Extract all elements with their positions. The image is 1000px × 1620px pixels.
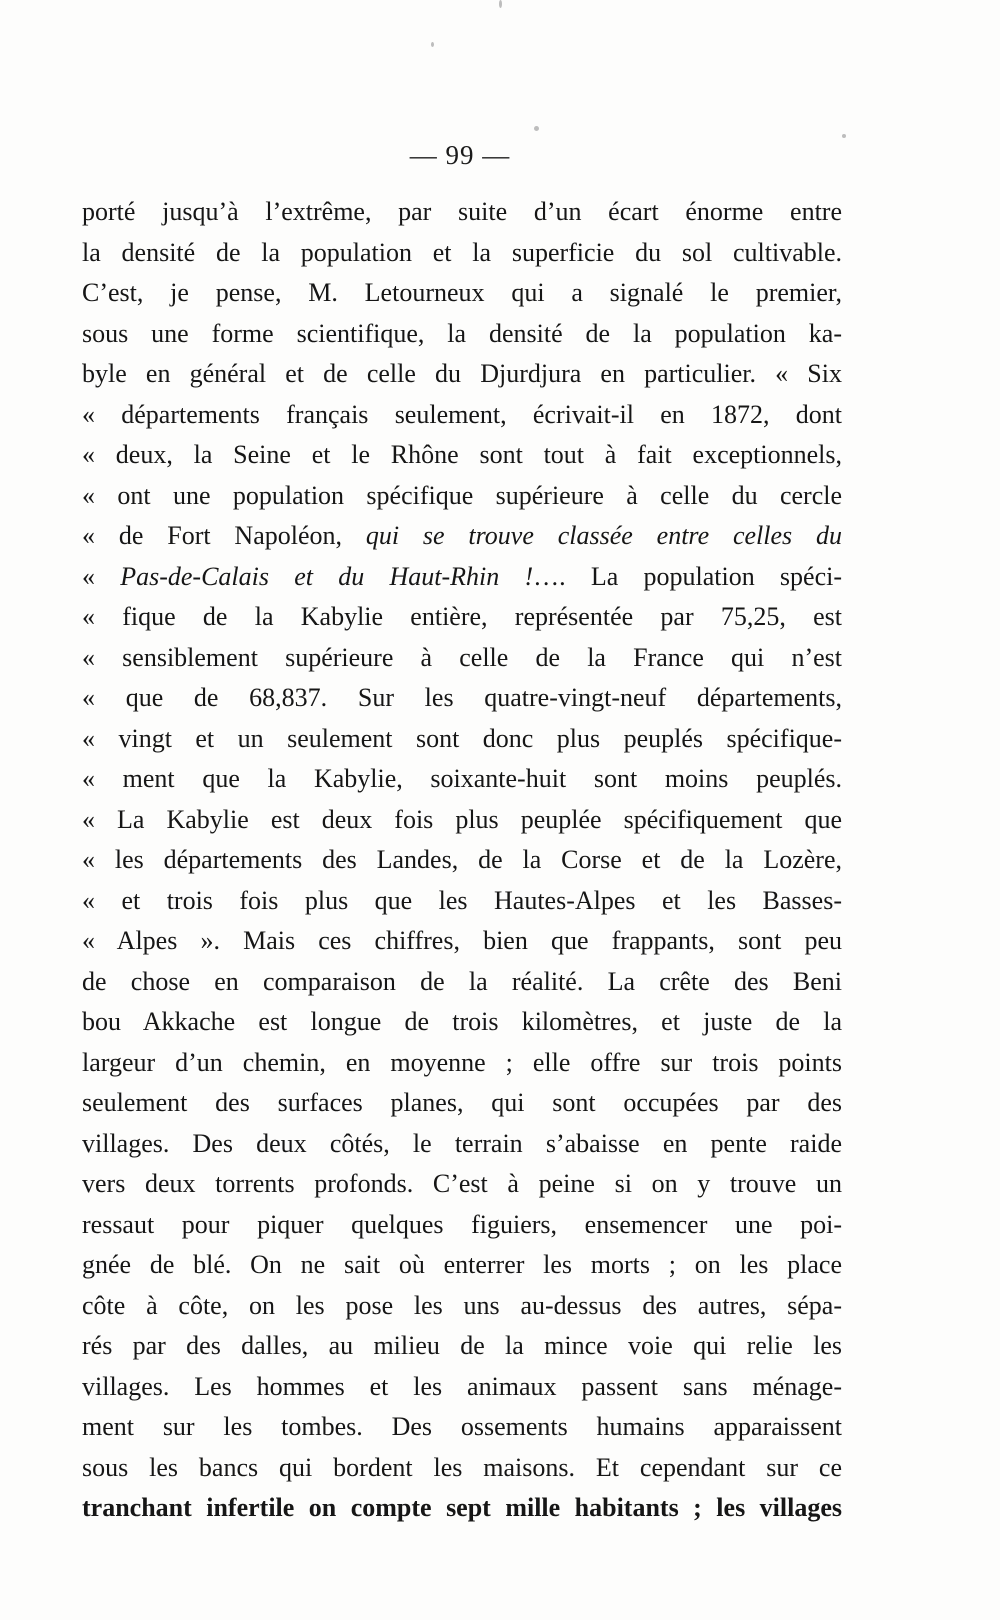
text-line — [82, 1407, 842, 1448]
text-run: vers deux torrents profonds. C’est à peine si on y trouve un — [82, 1169, 842, 1198]
text-line — [82, 759, 842, 800]
text-run: bou Akkache est longue de trois kilomètres, et juste de la — [82, 1007, 842, 1036]
text-run: « et trois fois plus que les Hautes-Alpes et les Basses- — [82, 885, 842, 915]
italic-text: Pas-de-Calais et du Haut-Rhin ! — [120, 561, 534, 591]
text-line — [82, 516, 842, 557]
italic-text: qui se trouve classée entre celles du — [365, 521, 843, 550]
text-line — [82, 1448, 842, 1489]
text-run: rés par des dalles, au milieu de la mince voie qui relie les — [82, 1331, 842, 1360]
text-line — [82, 921, 842, 962]
text-line — [82, 476, 842, 517]
text-run: « fique de la Kabylie entière, représentée par 75,25, est — [82, 602, 842, 631]
text-run: gnée de blé. On ne sait où enterrer les morts ; on les place — [82, 1250, 842, 1279]
text-run: sous une forme scientifique, la densité de la population ka- — [82, 318, 842, 348]
paper-speck — [431, 42, 434, 47]
text-run: …. La population spéci- — [533, 561, 843, 591]
text-line — [82, 962, 842, 1003]
text-line — [82, 192, 842, 233]
text-run: ment sur les tombes. Des ossements humains apparaissent — [82, 1412, 842, 1441]
text-line — [82, 1245, 842, 1286]
text-run: « sensiblement supérieure à celle de la France qui n’est — [82, 642, 842, 672]
text-run: tranchant infertile on compte sept mille habitants ; les villages — [82, 1493, 842, 1522]
text-run: « vingt et un seulement sont donc plus peuplés spécifique- — [82, 723, 842, 753]
text-run: seulement des surfaces planes, qui sont occupées par des — [82, 1088, 842, 1117]
text-run: C’est, je pense, M. Letourneux qui a signalé le premier, — [82, 278, 842, 307]
text-line — [82, 1002, 842, 1043]
text-run: « Alpes ». Mais ces chiffres, bien que frappants, sont peu — [82, 926, 842, 955]
text-line — [82, 800, 842, 841]
text-line — [82, 233, 842, 274]
text-line — [82, 638, 842, 679]
text-line — [82, 678, 842, 719]
text-run: « deux, la Seine et le Rhône sont tout à fait exceptionnels, — [82, 440, 842, 469]
text-line — [82, 1164, 842, 1205]
text-line — [82, 881, 842, 922]
text-line — [82, 1286, 842, 1327]
text-line — [82, 1043, 842, 1084]
text-line — [82, 435, 842, 476]
text-run: « les départements des Landes, de la Corse et de la Lozère, — [82, 845, 842, 874]
text-line — [82, 840, 842, 881]
paper-speck — [534, 126, 539, 131]
text-line — [82, 273, 842, 314]
text-run: « ment que la Kabylie, soixante-huit sont moins peuplés. — [82, 764, 842, 793]
text-line — [82, 597, 842, 638]
text-run: ressaut pour piquer quelques figuiers, ensemencer une poi- — [82, 1209, 842, 1239]
text-run: « ont une population spécifique supérieure à celle du cercle — [82, 480, 842, 510]
text-line — [82, 1205, 842, 1246]
text-run: la densité de la population et la superficie du sol cultivable. — [82, 237, 842, 267]
text-run: sous les bancs qui bordent les maisons. Et cependant sur ce — [82, 1452, 842, 1482]
page-number: — 99 — — [409, 140, 511, 170]
text-line — [82, 557, 842, 598]
text-run: « — [82, 561, 121, 591]
text-line — [82, 354, 842, 395]
text-run: villages. Des deux côtés, le terrain s’abaisse en pente raide — [82, 1128, 842, 1158]
text-line — [82, 395, 842, 436]
text-line — [82, 1326, 842, 1367]
text-run: « départements français seulement, écrivait-il en 1872, dont — [82, 399, 842, 429]
paper-speck — [842, 134, 846, 138]
text-run: porté jusqu’à l’extrême, par suite d’un écart énorme entre — [82, 197, 842, 226]
text-run: « de Fort Napoléon, — [82, 521, 366, 550]
text-line — [82, 1367, 842, 1408]
text-line — [82, 1083, 842, 1124]
body-text — [82, 192, 842, 1529]
text-run: byle en général et de celle du Djurdjura en particulier. « Six — [82, 359, 842, 388]
text-run: « La Kabylie est deux fois plus peuplée spécifiquement que — [82, 804, 842, 834]
paper-speck — [499, 0, 502, 8]
text-run: de chose en comparaison de la réalité. La crête des Beni — [82, 966, 842, 996]
text-run: « que de 68,837. Sur les quatre-vingt-neuf départements, — [82, 683, 842, 712]
text-line — [82, 719, 842, 760]
text-line — [82, 1124, 842, 1165]
text-line — [82, 314, 842, 355]
text-line — [82, 1488, 842, 1529]
text-run: largeur d’un chemin, en moyenne ; elle offre sur trois points — [82, 1047, 842, 1077]
text-run: côte à côte, on les pose les uns au-dessus des autres, sépa- — [82, 1290, 842, 1320]
text-run: villages. Les hommes et les animaux passent sans ménage- — [82, 1371, 842, 1401]
